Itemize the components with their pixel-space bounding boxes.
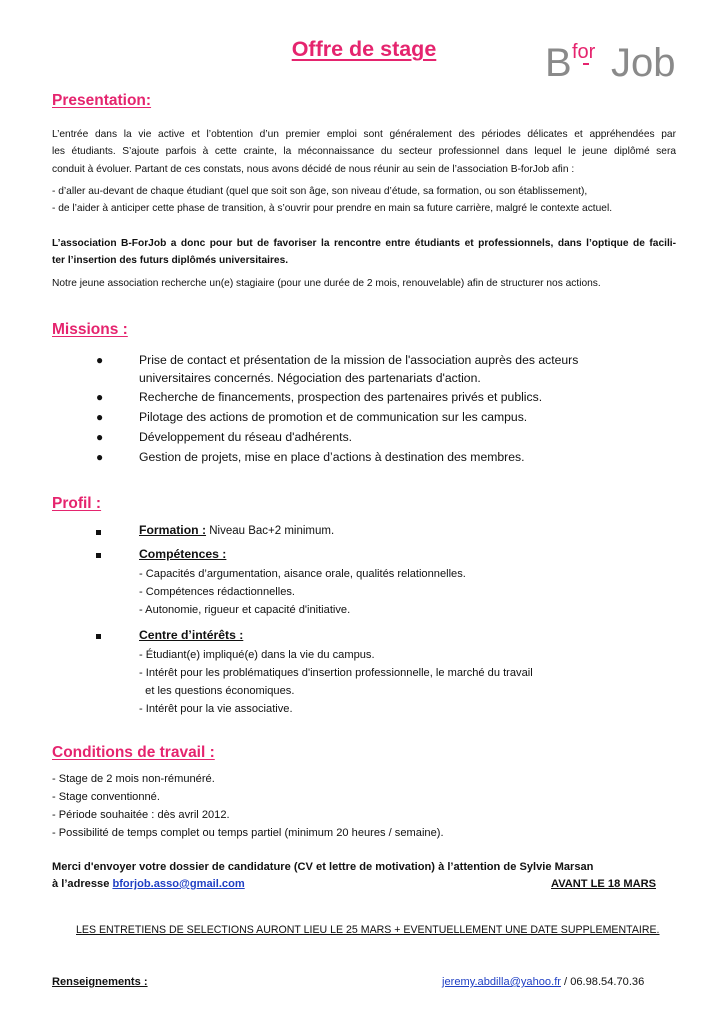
application-instructions: Merci d'envoyer votre dossier de candidature (CV et lettre de motivation) à l’attention de Sylvie Marsan xyxy=(52,861,594,873)
square-bullet-icon xyxy=(96,553,101,558)
text-line: conduit à évoluer. Partant de ces constats, nous avons décidé de nous réunir au sein de l’association B-forJob afin : xyxy=(52,163,575,175)
mission-item: Gestion de projets, mise en place d’actions à destination des membres. xyxy=(139,450,525,464)
footer-label: Renseignements : xyxy=(52,976,148,988)
presentation-paragraph-2 xyxy=(52,183,676,218)
text-line: les étudiants. S’ajoute parfois à cette crainte, la méconnaissance du secteur professionnel dans lequel le jeune diplômé sera xyxy=(52,146,676,158)
text-line: - de l’aider à anticiper cette phase de transition, à s’ouvrir pour prendre en main sa future carrière, malgré le contexte actuel. xyxy=(52,203,613,215)
section-heading-presentation: Presentation: xyxy=(52,92,152,109)
bullet-icon: ● xyxy=(96,450,104,464)
contact-phone: / 06.98.54.70.36 xyxy=(560,976,645,988)
bullet-icon: ● xyxy=(96,353,104,367)
formation-line xyxy=(139,522,334,540)
application-address-line xyxy=(52,876,245,894)
text-line: L’entrée dans la vie active et l’obtention d’un premier emploi sont généralement des périodes délicates et appréhendées par xyxy=(52,129,676,140)
interets-label: Centre d’intérêts : xyxy=(139,628,244,642)
condition-item: - Stage de 2 mois non-rémunéré. xyxy=(52,773,215,785)
mission-item-continued: universitaires concernés. Négociation des partenariats d'action. xyxy=(139,371,481,385)
footer-contact xyxy=(442,974,644,992)
mission-item: Recherche de financements, prospection des partenaires privés et publics. xyxy=(139,390,543,404)
contact-email-link[interactable]: jeremy.abdilla@yahoo.fr xyxy=(442,976,561,988)
section-heading-profil: Profil : xyxy=(52,495,102,512)
competence-item: - Autonomie, rigueur et capacité d'initiative. xyxy=(139,604,351,616)
interet-item-continued: et les questions économiques. xyxy=(139,685,295,697)
formation-value: Niveau Bac+2 minimum. xyxy=(206,525,335,537)
condition-item: - Stage conventionné. xyxy=(52,791,160,803)
presentation-paragraph-3 xyxy=(52,235,676,270)
text-line: ter l’insertion des futurs diplômés universitaires. xyxy=(52,255,289,267)
application-email-link[interactable]: bforjob.asso@gmail.com xyxy=(112,878,245,890)
square-bullet-icon xyxy=(96,530,101,535)
text-line: - d’aller au-devant de chaque étudiant (quel que soit son âge, son niveau d’étude, sa formation, ou son établissement), xyxy=(52,186,588,197)
bullet-icon: ● xyxy=(96,390,104,404)
competence-item: - Capacités d’argumentation, aisance orale, qualités relationnelles. xyxy=(139,568,466,580)
presentation-paragraph-4: Notre jeune association recherche un(e) stagiaire (pour une durée de 2 mois, renouvelable) afin de structurer nos actions. xyxy=(52,278,601,289)
mission-item: Développement du réseau d'adhérents. xyxy=(139,430,353,444)
condition-item: - Possibilité de temps complet ou temps partiel (minimum 20 heures / semaine). xyxy=(52,827,444,839)
formation-label: Formation : xyxy=(139,523,207,537)
mission-item: Pilotage des actions de promotion et de communication sur les campus. xyxy=(139,410,528,424)
interet-item: - Intérêt pour la vie associative. xyxy=(139,703,293,715)
section-heading-missions: Missions : xyxy=(52,321,128,338)
logo-letter-b: B xyxy=(545,41,572,80)
interviews-notice: LES ENTRETIENS DE SELECTIONS AURONT LIEU LE 25 MARS + EVENTUELLEMENT UNE DATE SUPPLEMENTAIRE. xyxy=(76,924,660,936)
deadline: AVANT LE 18 MARS xyxy=(551,878,656,890)
bforjob-logo xyxy=(545,38,679,80)
text-line: L’association B-ForJob a donc pour but de favoriser la rencontre entre étudiants et professionnels, dans l’optique de facili- xyxy=(52,238,676,249)
competence-item: - Compétences rédactionnelles. xyxy=(139,586,296,598)
presentation-paragraph-1 xyxy=(52,126,676,178)
bullet-icon: ● xyxy=(96,430,104,444)
logo-job: Job xyxy=(611,41,676,80)
interet-item: - Étudiant(e) impliqué(e) dans la vie du campus. xyxy=(139,649,375,661)
address-prefix: à l’adresse xyxy=(52,878,113,890)
condition-item: - Période souhaitée : dès avril 2012. xyxy=(52,809,230,821)
bullet-icon: ● xyxy=(96,410,104,424)
page-title: Offre de stage xyxy=(291,37,437,61)
competences-label: Compétences : xyxy=(139,547,227,561)
section-heading-conditions: Conditions de travail : xyxy=(52,744,215,761)
mission-item: Prise de contact et présentation de la mission de l'association auprès des acteurs xyxy=(139,353,579,367)
logo-for: for xyxy=(572,41,596,63)
interet-item: - Intérêt pour les problématiques d'insertion professionnelle, le marché du travail xyxy=(139,667,533,679)
square-bullet-icon xyxy=(96,634,101,639)
